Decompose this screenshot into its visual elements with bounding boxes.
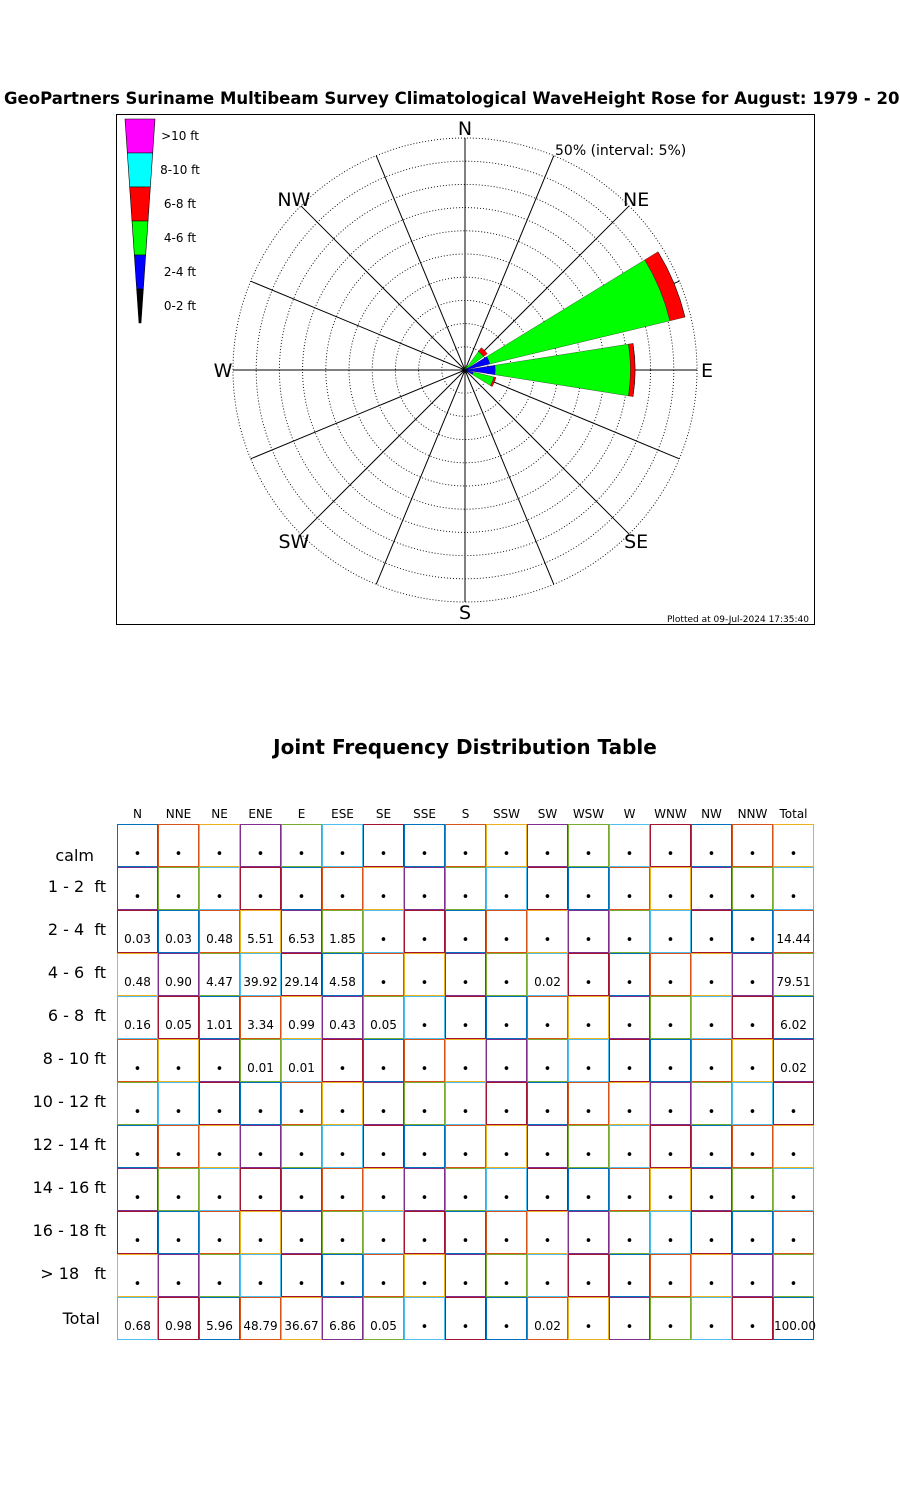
row-label: 1 - 2 ft (47, 877, 106, 896)
table-cell: • (691, 910, 732, 953)
table-cell: • (322, 1211, 363, 1254)
table-cell: • (568, 1039, 609, 1082)
table-cell: • (773, 1211, 814, 1254)
table-cell: • (568, 953, 609, 996)
table-cell: • (732, 1168, 773, 1211)
direction-label-e: E (700, 360, 714, 382)
table-cell: • (281, 867, 322, 910)
row-label: 2 - 4 ft (47, 920, 106, 939)
table-cell: • (568, 1254, 609, 1297)
table-cell: • (240, 1168, 281, 1211)
column-header: NW (701, 807, 722, 821)
table-cell: • (404, 1125, 445, 1168)
table-cell: • (609, 1082, 650, 1125)
table-cell: • (322, 1039, 363, 1082)
table-cell: • (117, 867, 158, 910)
table-cell: • (281, 1082, 322, 1125)
table-cell: • (158, 1125, 199, 1168)
table-cell: • (158, 867, 199, 910)
table-cell: 5.51 (240, 910, 281, 953)
table-cell: • (527, 824, 568, 867)
table-cell: • (527, 1082, 568, 1125)
table-cell: • (527, 1254, 568, 1297)
table-cell: • (568, 910, 609, 953)
table-cell: 0.16 (117, 996, 158, 1039)
table-cell: • (568, 1211, 609, 1254)
legend-label-5: 0-2 ft (163, 299, 197, 313)
column-header: NNW (737, 807, 768, 821)
table-cell: • (445, 953, 486, 996)
row-label: 4 - 6 ft (47, 963, 106, 982)
table-cell: • (199, 1254, 240, 1297)
table-cell: 0.48 (199, 910, 240, 953)
table-cell: 14.44 (773, 910, 814, 953)
table-cell: 79.51 (773, 953, 814, 996)
table-cell: 0.01 (281, 1039, 322, 1082)
row-label: Total (62, 1309, 100, 1328)
table-cell: • (691, 1254, 732, 1297)
table-cell: 1.85 (322, 910, 363, 953)
table-cell: • (773, 1125, 814, 1168)
table-cell: • (650, 1211, 691, 1254)
table-cell: • (445, 1039, 486, 1082)
table-cell: • (404, 1168, 445, 1211)
table-cell: 0.90 (158, 953, 199, 996)
column-header: Total (779, 807, 808, 821)
table-cell: • (281, 1125, 322, 1168)
table-cell: • (732, 824, 773, 867)
table-cell: • (650, 1039, 691, 1082)
table-cell: • (158, 1039, 199, 1082)
table-cell: • (568, 1125, 609, 1168)
table-cell: • (773, 1168, 814, 1211)
table-cell: • (609, 910, 650, 953)
direction-label-nw: NW (277, 188, 311, 211)
table-cell: • (363, 1168, 404, 1211)
table-cell: 0.05 (158, 996, 199, 1039)
table-cell: • (486, 1168, 527, 1211)
table-cell: • (609, 996, 650, 1039)
table-cell: 4.47 (199, 953, 240, 996)
table-cell: • (240, 1082, 281, 1125)
column-header: NE (211, 807, 228, 821)
column-header: E (297, 807, 306, 821)
table-cell: • (650, 1254, 691, 1297)
table-cell: • (691, 867, 732, 910)
row-label: 12 - 14 ft (32, 1135, 106, 1154)
column-header: N (133, 807, 142, 821)
table-cell: • (322, 1125, 363, 1168)
table-cell: • (773, 824, 814, 867)
table-cell: 0.05 (363, 996, 404, 1039)
table-cell: • (322, 1254, 363, 1297)
table-cell: • (691, 1211, 732, 1254)
table-cell: • (445, 824, 486, 867)
table-cell: • (732, 1039, 773, 1082)
table-cell: • (732, 1125, 773, 1168)
table-cell: 0.01 (240, 1039, 281, 1082)
table-cell: • (732, 1211, 773, 1254)
table-cell: • (199, 867, 240, 910)
row-label: 16 - 18 ft (32, 1221, 106, 1240)
table-cell: • (650, 910, 691, 953)
table-cell: • (773, 1254, 814, 1297)
table-cell: • (650, 1297, 691, 1340)
table-cell: • (404, 1297, 445, 1340)
table-cell: • (691, 824, 732, 867)
row-label: 8 - 10 ft (42, 1049, 106, 1068)
table-cell: • (773, 867, 814, 910)
row-label: 14 - 16 ft (32, 1178, 106, 1197)
table-cell: 0.03 (158, 910, 199, 953)
row-label: > 18 ft (40, 1264, 106, 1283)
legend-label-2: 6-8 ft (163, 197, 197, 211)
table-cell: • (363, 1082, 404, 1125)
table-cell: • (486, 1297, 527, 1340)
table-cell: • (445, 1254, 486, 1297)
table-cell: 100.00 (773, 1297, 814, 1340)
direction-label-s: S (458, 602, 472, 624)
table-cell: • (486, 1082, 527, 1125)
column-header: ENE (248, 807, 273, 821)
table-cell: • (650, 1125, 691, 1168)
table-cell: 6.02 (773, 996, 814, 1039)
table-cell: • (322, 867, 363, 910)
table-cell: • (609, 1211, 650, 1254)
table-cell: • (486, 1125, 527, 1168)
table-cell: • (281, 1168, 322, 1211)
table-cell: • (486, 867, 527, 910)
table-cell: • (363, 1125, 404, 1168)
direction-label-ne: NE (623, 188, 650, 211)
table-cell: • (404, 910, 445, 953)
table-cell: • (650, 824, 691, 867)
table-cell: • (404, 1254, 445, 1297)
table-cell: • (117, 824, 158, 867)
table-cell: 0.98 (158, 1297, 199, 1340)
table-title: Joint Frequency Distribution Table (273, 735, 657, 759)
table-cell: • (609, 953, 650, 996)
table-cell: • (404, 1082, 445, 1125)
table-cell: • (650, 867, 691, 910)
table-cell: • (691, 953, 732, 996)
table-cell: • (158, 1254, 199, 1297)
table-cell: • (527, 996, 568, 1039)
table-cell: • (445, 1168, 486, 1211)
table-cell: 39.92 (240, 953, 281, 996)
table-cell: • (363, 953, 404, 996)
table-cell: 29.14 (281, 953, 322, 996)
table-cell: • (199, 1211, 240, 1254)
table-cell: • (199, 1125, 240, 1168)
table-cell: 48.79 (240, 1297, 281, 1340)
table-cell: 3.34 (240, 996, 281, 1039)
table-cell: • (404, 824, 445, 867)
table-cell: • (527, 867, 568, 910)
table-cell: • (527, 1211, 568, 1254)
table-cell: 4.58 (322, 953, 363, 996)
chart-title: GeoPartners Suriname Multibeam Survey Climatological WaveHeight Rose for August: 1979 - 20 (4, 89, 900, 108)
table-cell: • (486, 1039, 527, 1082)
table-cell: • (363, 824, 404, 867)
table-cell: 0.02 (527, 1297, 568, 1340)
table-cell: • (609, 1168, 650, 1211)
table-cell: • (404, 953, 445, 996)
table-cell: • (486, 996, 527, 1039)
table-cell: • (609, 1254, 650, 1297)
column-header: W (623, 807, 636, 821)
row-label: 10 - 12 ft (32, 1092, 106, 1111)
table-cell: • (527, 910, 568, 953)
table-cell: • (322, 824, 363, 867)
table-cell: • (281, 1254, 322, 1297)
table-cell: • (281, 824, 322, 867)
table-cell: • (568, 1168, 609, 1211)
table-cell: 1.01 (199, 996, 240, 1039)
table-cell: 6.53 (281, 910, 322, 953)
table-cell: • (568, 824, 609, 867)
table-cell: • (199, 824, 240, 867)
direction-label-n: N (457, 118, 473, 140)
row-label: calm (55, 846, 94, 865)
table-cell: • (117, 1039, 158, 1082)
plotted-at-label: Plotted at 09-Jul-2024 17:35:40 (666, 615, 809, 625)
table-cell: • (363, 1039, 404, 1082)
table-cell: 0.02 (773, 1039, 814, 1082)
table-cell: • (404, 996, 445, 1039)
table-cell: • (609, 1297, 650, 1340)
column-header: SE (375, 807, 392, 821)
table-cell: • (609, 824, 650, 867)
table-cell: • (609, 1039, 650, 1082)
table-cell: • (240, 1254, 281, 1297)
column-header: SSE (413, 807, 436, 821)
table-cell: 6.86 (322, 1297, 363, 1340)
column-header: SSW (492, 807, 521, 821)
table-cell: • (691, 1168, 732, 1211)
table-cell: • (199, 1039, 240, 1082)
column-header: ESE (331, 807, 354, 821)
table-cell: • (158, 1168, 199, 1211)
table-cell: • (363, 1211, 404, 1254)
table-cell: • (199, 1168, 240, 1211)
table-cell: • (527, 1125, 568, 1168)
table-cell: 36.67 (281, 1297, 322, 1340)
table-cell: • (650, 1168, 691, 1211)
table-cell: • (281, 1211, 322, 1254)
table-cell: • (363, 867, 404, 910)
table-cell: • (322, 1168, 363, 1211)
table-cell: • (199, 1082, 240, 1125)
table-cell: 0.03 (117, 910, 158, 953)
table-cell: • (486, 953, 527, 996)
table-cell: • (650, 1082, 691, 1125)
legend-label-3: 4-6 ft (163, 231, 197, 245)
table-cell: • (732, 1297, 773, 1340)
table-cell: • (117, 1168, 158, 1211)
table-cell: • (240, 824, 281, 867)
direction-label-sw: SW (278, 531, 310, 554)
table-cell: • (486, 1254, 527, 1297)
table-cell: • (404, 867, 445, 910)
table-cell: • (363, 1254, 404, 1297)
table-cell: • (486, 910, 527, 953)
table-cell: • (445, 1211, 486, 1254)
table-cell: • (568, 996, 609, 1039)
table-cell: • (117, 1082, 158, 1125)
table-cell: • (691, 1039, 732, 1082)
table-cell: • (568, 1297, 609, 1340)
table-cell: • (445, 1125, 486, 1168)
table-cell: • (691, 1125, 732, 1168)
table-cell: 5.96 (199, 1297, 240, 1340)
table-cell: • (445, 996, 486, 1039)
table-cell: • (117, 1125, 158, 1168)
table-cell: • (773, 1082, 814, 1125)
table-cell: • (650, 953, 691, 996)
table-cell: • (158, 824, 199, 867)
table-cell: 0.48 (117, 953, 158, 996)
table-cell: • (732, 996, 773, 1039)
table-cell: • (609, 867, 650, 910)
table-cell: • (240, 1211, 281, 1254)
row-label: 6 - 8 ft (47, 1006, 106, 1025)
table-cell: • (527, 1168, 568, 1211)
table-cell: • (650, 996, 691, 1039)
legend-label-4: 2-4 ft (163, 265, 197, 279)
table-cell: • (609, 1125, 650, 1168)
table-cell: • (363, 910, 404, 953)
table-cell: • (445, 867, 486, 910)
table-cell: • (486, 824, 527, 867)
table-cell: • (691, 1082, 732, 1125)
direction-label-w: W (213, 360, 233, 382)
table-cell: • (732, 953, 773, 996)
table-cell: • (240, 1125, 281, 1168)
table-cell: • (117, 1254, 158, 1297)
table-cell: • (158, 1211, 199, 1254)
table-cell: 0.43 (322, 996, 363, 1039)
column-header: WNW (654, 807, 687, 821)
table-cell: • (404, 1211, 445, 1254)
table-cell: 0.02 (527, 953, 568, 996)
table-cell: • (691, 1297, 732, 1340)
legend-label-1: 8-10 ft (160, 163, 200, 177)
table-cell: • (568, 1082, 609, 1125)
table-cell: • (527, 1039, 568, 1082)
table-cell: • (240, 867, 281, 910)
legend-label-0: >10 ft (161, 129, 199, 143)
table-cell: 0.68 (117, 1297, 158, 1340)
table-cell: 0.05 (363, 1297, 404, 1340)
table-cell: • (732, 1254, 773, 1297)
table-cell: • (445, 1297, 486, 1340)
table-cell: • (445, 1082, 486, 1125)
table-cell: • (486, 1211, 527, 1254)
table-cell: • (732, 910, 773, 953)
table-cell: • (691, 996, 732, 1039)
column-header: S (461, 807, 470, 821)
table-cell: • (732, 1082, 773, 1125)
table-cell: • (158, 1082, 199, 1125)
column-header: NNE (165, 807, 192, 821)
table-cell: • (732, 867, 773, 910)
table-cell: • (322, 1082, 363, 1125)
table-cell: 0.99 (281, 996, 322, 1039)
table-cell: • (117, 1211, 158, 1254)
scale-label: 50% (interval: 5%) (555, 143, 687, 159)
table-cell: • (445, 910, 486, 953)
table-cell: • (568, 867, 609, 910)
column-header: WSW (572, 807, 605, 821)
column-header: SW (537, 807, 558, 821)
table-cell: • (404, 1039, 445, 1082)
direction-label-se: SE (624, 531, 649, 554)
